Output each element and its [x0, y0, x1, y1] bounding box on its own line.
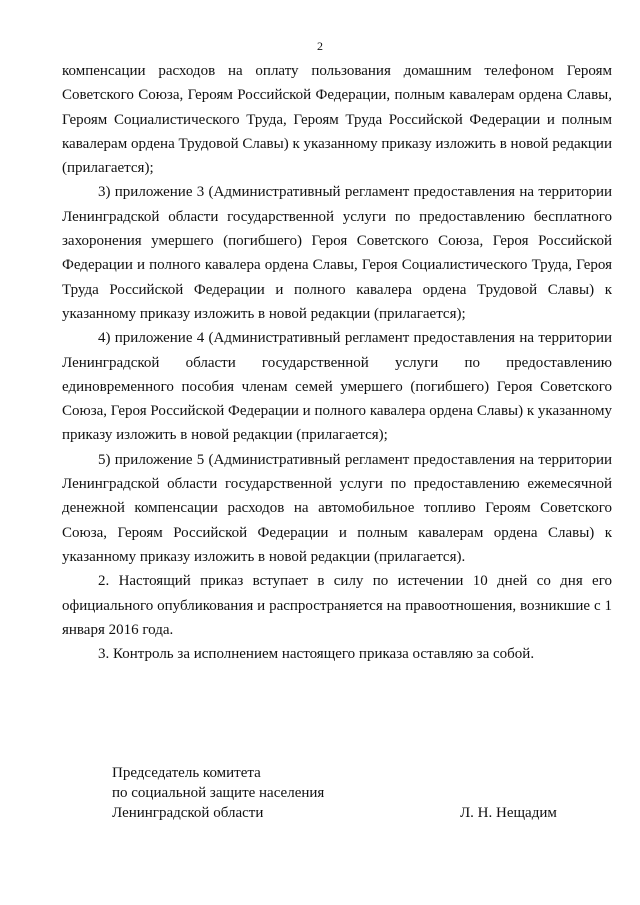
paragraph-appendix-3: 3) приложение 3 (Административный регламент предоставления на территории Ленинградской области государственной услуги по предоставлению бесплатного захоронения умершего (погибшего) Героя Советского Союза, Героя Российской Федерации и полного кавалера ордена Славы, Героя Социалистического Труда, Героя Труда Российской Федерации и полного кавалера ордена Трудовой Славы) к указанному приказу изложить в новой редакции (прилагается); [62, 184, 612, 322]
page-number: 2 [317, 39, 323, 53]
paragraph-appendix-4: 4) приложение 4 (Административный регламент предоставления на территории Ленинградской области государственной услуги по предоставлению единовременного пособия членам семей умершего (погибшего) Героя Советского Союза, Героя Российской Федерации и полного кавалера ордена Славы) к указанному приказу изложить в новой редакции (прилагается); [62, 330, 612, 444]
signatory-title-line: Председатель комитета [112, 765, 261, 781]
paragraph-appendix-5: 5) приложение 5 (Административный регламент предоставления на территории Ленинградской области государственной услуги по предоставлению ежемесячной денежной компенсации расходов на автомобильное топливо Героям Советского Союза, Героям Российской Федерации и полным кавалерам ордена Славы) к указанному приказу изложить в новой редакции (прилагается). [62, 451, 612, 565]
signatory-title [112, 763, 324, 823]
paragraph-control: 3. Контроль за исполнением настоящего приказа оставляю за собой. [98, 646, 535, 663]
paragraph-continuation: компенсации расходов на оплату пользования домашним телефоном Героям Советского Союза, Героям Российской Федерации, полным кавалерам ордена Славы, Героям Социалистического Труда, Героям Труда Российской Федерации и полным кавалерам ордена Трудовой Славы) к указанному приказу изложить в новой редакции (прилагается); [62, 63, 612, 177]
paragraph-effective-date: 2. Настоящий приказ вступает в силу по истечении 10 дней со дня его официального опубликования и распространяется на правоотношения, возникшие с 1 января 2016 года. [62, 573, 612, 638]
signatory-title-line: Ленинградской области [112, 805, 264, 821]
signatory-name: Л. Н. Нещадим [460, 805, 557, 821]
signatory-title-line: по социальной защите населения [112, 785, 325, 801]
document-body [62, 59, 612, 666]
